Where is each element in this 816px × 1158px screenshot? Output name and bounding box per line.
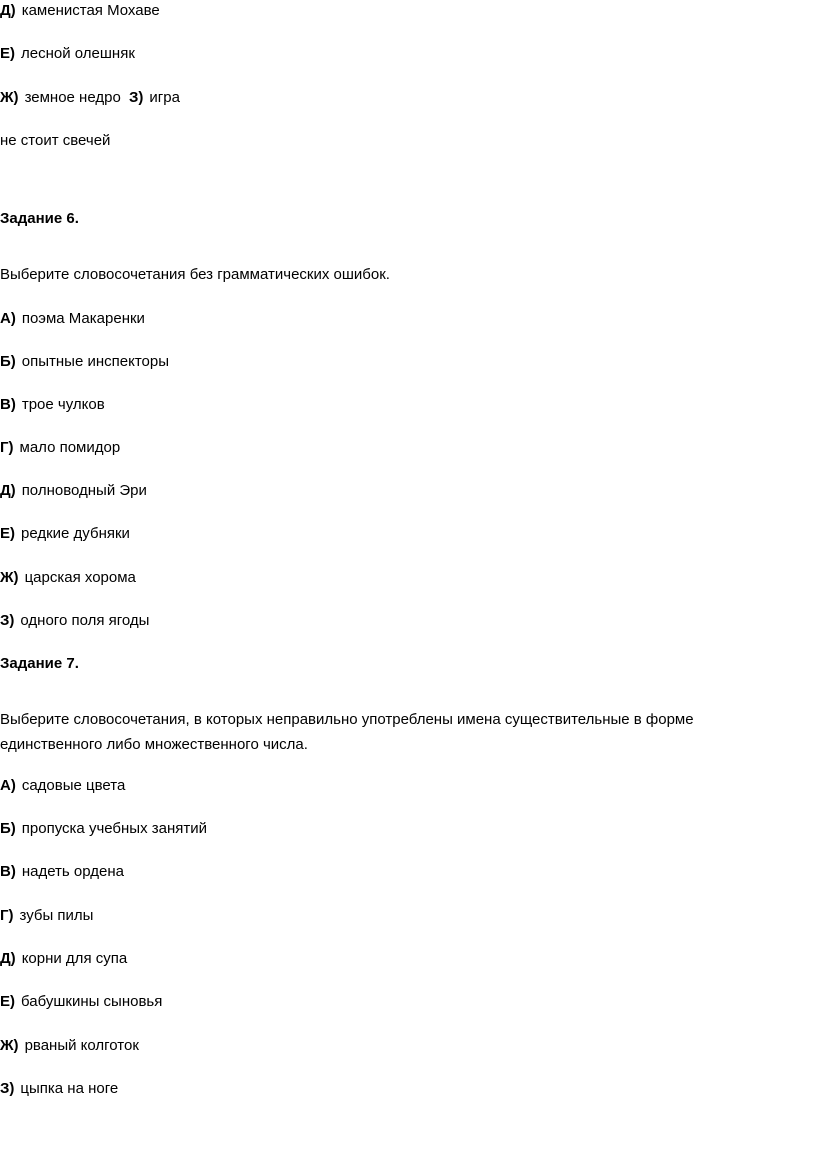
option-text: лесной олешняк [21, 45, 135, 62]
option-label: Д) [0, 950, 16, 967]
option-label: Б) [0, 820, 16, 837]
option-e-prev [0, 44, 135, 64]
option-label: Е) [0, 45, 15, 62]
option-text: редкие дубняки [21, 525, 130, 542]
option-label: Ж) [0, 89, 19, 106]
option-tail: не стоит свечей [0, 132, 111, 149]
option-label: Ж) [0, 1037, 19, 1054]
option-text: земное недро [24, 89, 121, 106]
option-text: опытные инспекторы [21, 353, 169, 370]
task6-option-b [0, 352, 169, 372]
task7-option-d [0, 949, 127, 969]
option-text: садовые цвета [21, 777, 126, 794]
option-d-prev [0, 1, 160, 21]
option-label: Е) [0, 993, 15, 1010]
option-text: каменистая Мохаве [21, 2, 160, 19]
task6-option-v [0, 395, 105, 415]
task6-question: Выберите словосочетания без грамматических ошибок. [0, 266, 390, 283]
option-label: З) [0, 612, 15, 629]
task6-option-a [0, 309, 145, 329]
option-label: В) [0, 396, 16, 413]
task6-option-d [0, 481, 147, 501]
option-label: Б) [0, 353, 16, 370]
option-text: пропуска учебных занятий [21, 820, 208, 837]
task7-option-z [0, 1079, 118, 1099]
option-label: Ж) [0, 569, 19, 586]
task6-heading: Задание 6. [0, 210, 79, 227]
task7-option-b [0, 819, 207, 839]
task6-option-z [0, 611, 149, 631]
option-label: А) [0, 777, 16, 794]
task7-question: Выберите словосочетания, в которых неправильно употреблены имена существительные в форме единственного либо множественного числа. [0, 711, 694, 753]
option-label: А) [0, 310, 16, 327]
option-text: корни для супа [21, 950, 128, 967]
task7-option-v [0, 862, 124, 882]
task7-option-a [0, 776, 125, 796]
option-text: полноводный Эри [21, 482, 147, 499]
option-label: Д) [0, 482, 16, 499]
option-zh-prev [0, 88, 180, 108]
option-text: надеть ордена [21, 863, 124, 880]
option-text: зубы пилы [19, 907, 94, 924]
task7-option-zh [0, 1036, 139, 1056]
option-label: Д) [0, 2, 16, 19]
option-text: мало помидор [19, 439, 121, 456]
option-label: Е) [0, 525, 15, 542]
task7-heading: Задание 7. [0, 655, 79, 672]
option-label: В) [0, 863, 16, 880]
task6-option-g [0, 438, 120, 458]
option-text: цыпка на ноге [20, 1080, 119, 1097]
option-label: З) [0, 1080, 15, 1097]
task7-option-g [0, 906, 93, 926]
option-label: Г) [0, 907, 14, 924]
option-label: З) [128, 89, 144, 106]
task7-option-e [0, 992, 162, 1012]
option-label: Г) [0, 439, 14, 456]
option-text: рваный колготок [24, 1037, 139, 1054]
option-text: бабушкины сыновья [21, 993, 163, 1010]
option-text: поэма Макаренки [21, 310, 145, 327]
task6-option-zh [0, 568, 136, 588]
task6-option-e [0, 524, 130, 544]
option-text: трое чулков [21, 396, 105, 413]
option-text: игра [149, 89, 180, 106]
option-text: царская хорома [24, 569, 136, 586]
option-text: одного поля ягоды [20, 612, 150, 629]
